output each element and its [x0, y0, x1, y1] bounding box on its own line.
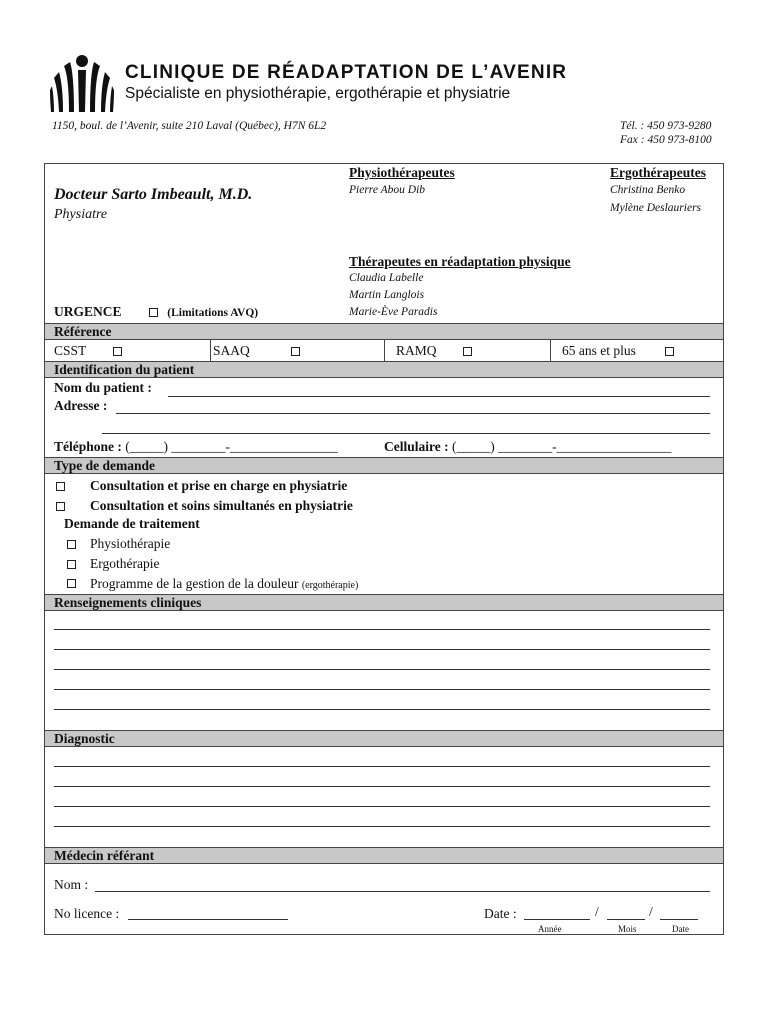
doctor-title: Physiatre: [54, 207, 108, 222]
request-opt1-label: Consultation et prise en charge en physiatrie: [90, 478, 348, 493]
treatment-heading: Demande de traitement: [64, 516, 200, 531]
diagnostic-line-2[interactable]: [54, 786, 710, 787]
patient-address-label: Adresse :: [54, 398, 108, 413]
diagnostic-line-1[interactable]: [54, 766, 710, 767]
treat-physio-label: Physiothérapie: [90, 536, 171, 551]
clinical-line-4[interactable]: [54, 689, 710, 690]
patient-name-label: Nom du patient :: [54, 380, 152, 395]
physio-heading: Physiothérapeutes: [349, 165, 455, 180]
urgence-limit: (Limitations AVQ): [167, 307, 259, 319]
ref-ramq-label: RAMQ: [396, 343, 437, 358]
clinical-line-1[interactable]: [54, 629, 710, 630]
ref-csst-label: CSST: [54, 343, 87, 358]
ref-saaq-checkbox[interactable]: [291, 347, 300, 356]
referrer-day-caption: Date: [672, 924, 689, 934]
treat-pain-note: (ergothérapie): [301, 580, 359, 591]
clinical-line-2[interactable]: [54, 649, 710, 650]
patient-address-field-2[interactable]: [102, 433, 710, 434]
patient-phone-label: Téléphone :: [54, 439, 122, 454]
diagnostic-line-4[interactable]: [54, 826, 710, 827]
rehab-name-2: Martin Langlois: [349, 289, 425, 301]
referrer-date-label: Date :: [484, 906, 517, 921]
urgence-label: URGENCE: [54, 304, 122, 319]
clinical-line-5[interactable]: [54, 709, 710, 710]
diagnostic-line-3[interactable]: [54, 806, 710, 807]
ref-65-checkbox[interactable]: [665, 347, 674, 356]
ref-ramq-checkbox[interactable]: [463, 347, 472, 356]
request-opt1-checkbox[interactable]: [56, 482, 65, 491]
ergo-name-1: Christina Benko: [610, 184, 686, 196]
referrer-name-label: Nom :: [54, 877, 89, 892]
ref-65-label: 65 ans et plus: [562, 343, 636, 358]
clinic-phone: Tél. : 450 973-9280: [620, 120, 712, 132]
referrer-licence-field[interactable]: [128, 919, 288, 920]
clinic-logo-icon: [50, 54, 114, 114]
ergo-name-2: Mylène Deslauriers: [610, 202, 702, 214]
ref-csst-checkbox[interactable]: [113, 347, 122, 356]
rehab-name-1: Claudia Labelle: [349, 272, 424, 284]
request-opt2-label: Consultation et soins simultanés en physiatrie: [90, 498, 353, 513]
patient-address-field[interactable]: [116, 413, 710, 414]
referrer-name-field[interactable]: [95, 891, 710, 892]
referrer-licence-label: No licence :: [54, 906, 120, 921]
doctor-name: Docteur Sarto Imbeault, M.D.: [54, 186, 253, 203]
rehab-heading: Thérapeutes en réadaptation physique: [349, 254, 571, 269]
clinical-line-3[interactable]: [54, 669, 710, 670]
diagnostic-heading: Diagnostic: [45, 730, 723, 747]
clinical-heading: Renseignements cliniques: [45, 594, 723, 611]
ref-saaq-label: SAAQ: [213, 343, 250, 358]
clinic-tagline: Spécialiste en physiothérapie, ergothérapie et physiatrie: [125, 85, 511, 102]
ergo-heading: Ergothérapeutes: [610, 165, 706, 180]
referrer-day-field[interactable]: [660, 919, 698, 920]
treat-ergo-label: Ergothérapie: [90, 556, 160, 571]
treat-pain-label: Programme de la gestion de la douleur: [90, 576, 299, 591]
physio-name-1: Pierre Abou Dib: [349, 184, 426, 196]
treat-ergo-checkbox[interactable]: [67, 560, 76, 569]
patient-name-field[interactable]: [168, 396, 710, 397]
referrer-month-field[interactable]: [607, 919, 645, 920]
urgence-checkbox[interactable]: [149, 308, 158, 317]
treat-physio-checkbox[interactable]: [67, 540, 76, 549]
rehab-name-3: Marie-Ève Paradis: [349, 306, 438, 318]
referrer-year-caption: Année: [538, 924, 562, 934]
clinic-name: CLINIQUE DE RÉADAPTATION DE L’AVENIR: [125, 62, 568, 83]
clinic-address: 1150, boul. de l’Avenir, suite 210 Laval (Québec), H7N 6L2: [52, 120, 327, 132]
patient-cell-field[interactable]: (_____) ________-_________________: [452, 439, 672, 454]
reference-heading: Référence: [45, 323, 723, 340]
patient-phone-field[interactable]: (_____) ________-________________: [125, 439, 338, 454]
referrer-heading: Médecin référant: [45, 847, 723, 864]
referrer-year-field[interactable]: [524, 919, 590, 920]
referrer-month-caption: Mois: [618, 924, 637, 934]
patient-cell-label: Cellulaire :: [384, 439, 449, 454]
patient-heading: Identification du patient: [45, 361, 723, 378]
request-heading: Type de demande: [45, 457, 723, 474]
request-opt2-checkbox[interactable]: [56, 502, 65, 511]
clinic-fax: Fax : 450 973-8100: [620, 134, 712, 146]
treat-pain-checkbox[interactable]: [67, 579, 76, 588]
